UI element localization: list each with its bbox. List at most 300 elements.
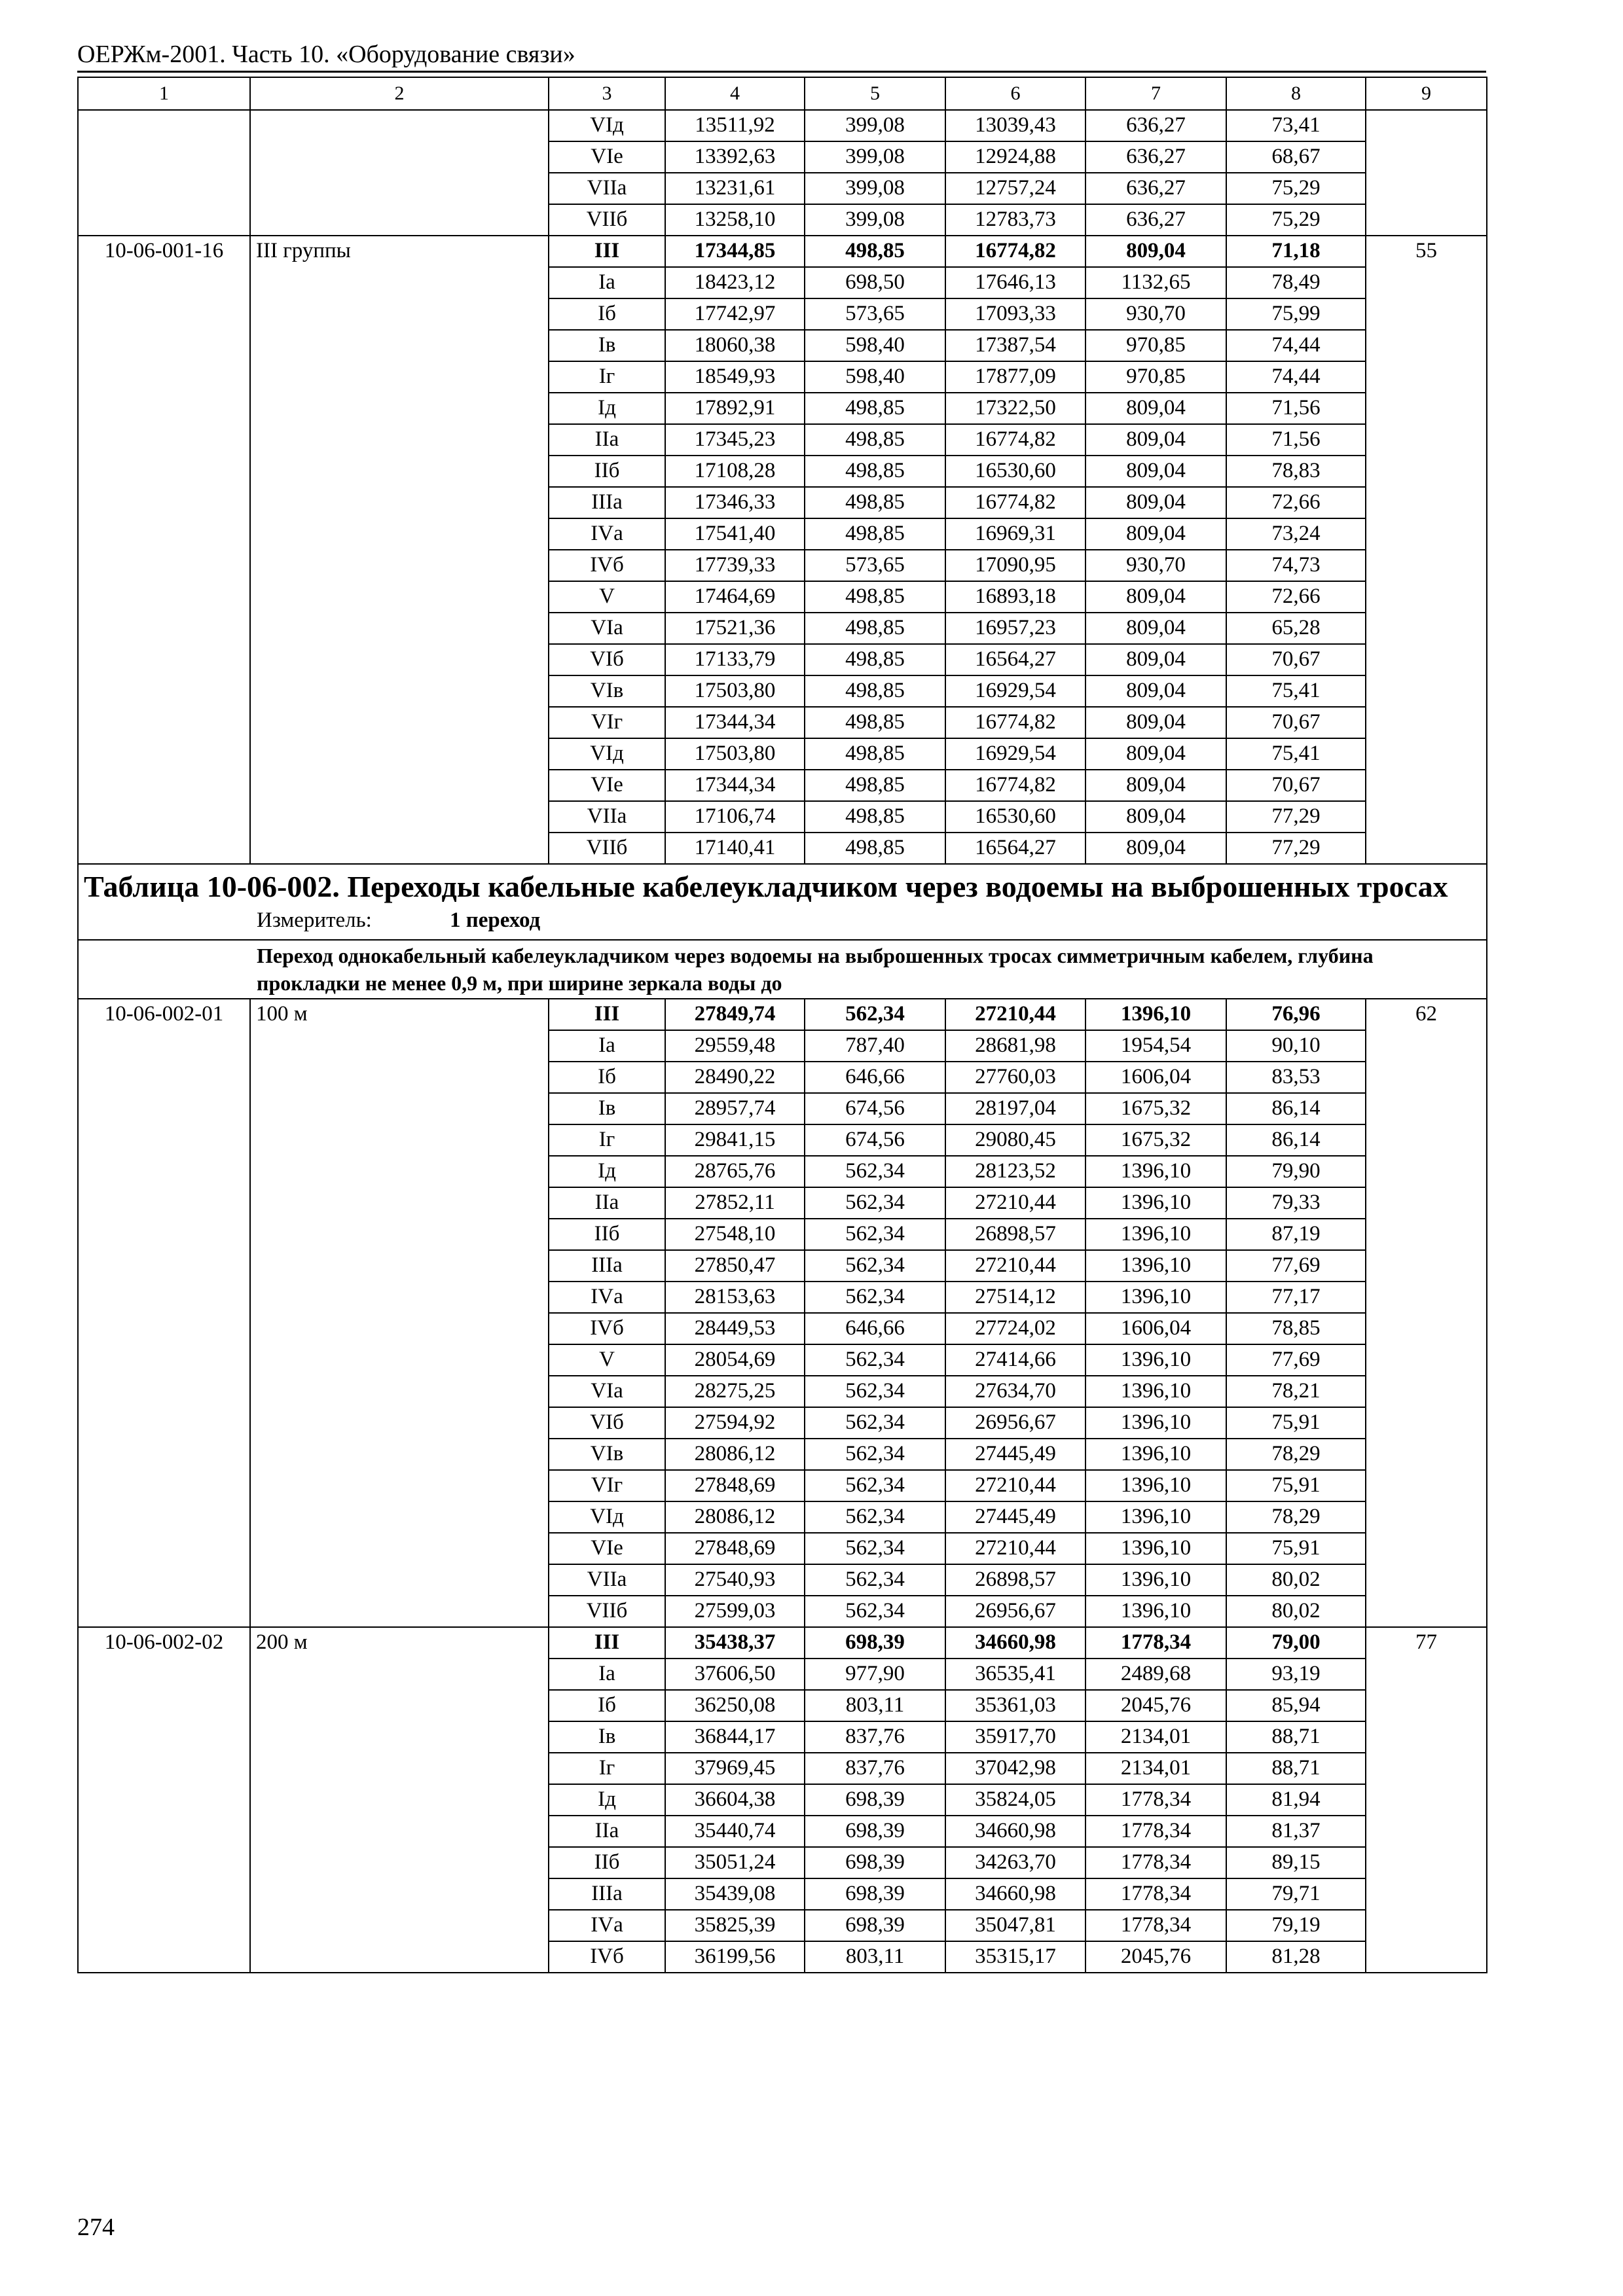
operator-wage: 1396,10: [1085, 1407, 1226, 1439]
total-cost: 17892,91: [665, 393, 805, 424]
column-number: 7: [1085, 77, 1226, 110]
labor-hours: 75,91: [1226, 1533, 1366, 1564]
labor-cost: 498,85: [805, 833, 945, 864]
machine-cost: 27210,44: [945, 999, 1085, 1030]
operator-wage: 1396,10: [1085, 1282, 1226, 1313]
labor-hours: 83,53: [1226, 1062, 1366, 1093]
machine-cost: 27724,02: [945, 1313, 1085, 1344]
machine-cost: 16774,82: [945, 424, 1085, 456]
column-number: 1: [78, 77, 250, 110]
labor-cost: 562,34: [805, 1219, 945, 1250]
machine-cost: 27414,66: [945, 1344, 1085, 1376]
rate-code: 10-06-001-16: [78, 236, 250, 864]
machine-cost: 16530,60: [945, 801, 1085, 833]
operator-wage: 1778,34: [1085, 1878, 1226, 1910]
machine-cost: 17387,54: [945, 330, 1085, 361]
labor-hours: 71,18: [1226, 236, 1366, 267]
operator-wage: 1396,10: [1085, 999, 1226, 1030]
total-cost: 27594,92: [665, 1407, 805, 1439]
operator-wage: 809,04: [1085, 581, 1226, 613]
labor-hours: 78,29: [1226, 1501, 1366, 1533]
total-cost: 17345,23: [665, 424, 805, 456]
labor-hours: 80,02: [1226, 1564, 1366, 1596]
machine-cost: 16893,18: [945, 581, 1085, 613]
total-cost: 35438,37: [665, 1627, 805, 1659]
machine-cost: 36535,41: [945, 1659, 1085, 1690]
labor-cost: 573,65: [805, 298, 945, 330]
total-cost: 27599,03: [665, 1596, 805, 1627]
total-cost: 17503,80: [665, 738, 805, 770]
total-cost: 17344,34: [665, 707, 805, 738]
total-cost: 17541,40: [665, 518, 805, 550]
total-cost: 37969,45: [665, 1753, 805, 1784]
labor-hours: 76,96: [1226, 999, 1366, 1030]
zone-code: Iа: [549, 1030, 665, 1062]
zone-code: Iв: [549, 1093, 665, 1124]
zone-code: Iа: [549, 267, 665, 298]
machine-cost: 16564,27: [945, 833, 1085, 864]
total-cost: 35051,24: [665, 1847, 805, 1878]
total-cost: 13258,10: [665, 204, 805, 236]
operator-wage: 809,04: [1085, 393, 1226, 424]
labor-cost: 498,85: [805, 456, 945, 487]
machine-cost: 17093,33: [945, 298, 1085, 330]
labor-hours: 81,37: [1226, 1816, 1366, 1847]
labor-hours: 77,69: [1226, 1250, 1366, 1282]
labor-cost: 698,39: [805, 1910, 945, 1941]
machine-cost: 17646,13: [945, 267, 1085, 298]
machine-cost: 27445,49: [945, 1501, 1085, 1533]
total-cost: 36250,08: [665, 1690, 805, 1721]
total-cost: 36844,17: [665, 1721, 805, 1753]
labor-cost: 674,56: [805, 1093, 945, 1124]
section-description: Переход однокабельный кабелеукладчиком через водоемы на выброшенных тросах симметричным кабелем, глубина прокладки не менее 0,9 м, при ширине зеркала воды до: [78, 940, 1487, 999]
zone-code: VIб: [549, 1407, 665, 1439]
machine-cost: 35361,03: [945, 1690, 1085, 1721]
operator-wage: 1396,10: [1085, 1219, 1226, 1250]
total-cost: 18549,93: [665, 361, 805, 393]
machine-cost: 27760,03: [945, 1062, 1085, 1093]
operator-wage: 809,04: [1085, 738, 1226, 770]
labor-hours: 78,49: [1226, 267, 1366, 298]
operator-wage: 970,85: [1085, 361, 1226, 393]
labor-cost: 399,08: [805, 110, 945, 141]
machine-cost: 34660,98: [945, 1627, 1085, 1659]
machine-cost: 13039,43: [945, 110, 1085, 141]
zone-code: V: [549, 581, 665, 613]
labor-cost: 562,34: [805, 1282, 945, 1313]
zone-code: Iб: [549, 1062, 665, 1093]
machine-cost: 28681,98: [945, 1030, 1085, 1062]
zone-code: IVа: [549, 1910, 665, 1941]
labor-cost: 498,85: [805, 613, 945, 644]
operator-wage: 1396,10: [1085, 1596, 1226, 1627]
operator-wage: 2045,76: [1085, 1690, 1226, 1721]
zone-code: IVб: [549, 550, 665, 581]
zone-code: Iб: [549, 1690, 665, 1721]
zone-code: IIб: [549, 456, 665, 487]
machine-cost: 27514,12: [945, 1282, 1085, 1313]
machine-cost: 16774,82: [945, 770, 1085, 801]
labor-hours: 89,15: [1226, 1847, 1366, 1878]
labor-hours: 75,99: [1226, 298, 1366, 330]
machine-cost: 35047,81: [945, 1910, 1085, 1941]
operator-wage: 1778,34: [1085, 1910, 1226, 1941]
operator-wage: 1396,10: [1085, 1376, 1226, 1407]
machine-cost: 16969,31: [945, 518, 1085, 550]
operator-wage: 930,70: [1085, 298, 1226, 330]
operator-wage: 636,27: [1085, 141, 1226, 173]
labor-cost: 498,85: [805, 770, 945, 801]
total-cost: 27540,93: [665, 1564, 805, 1596]
total-cost: 27852,11: [665, 1187, 805, 1219]
zone-code: IIа: [549, 424, 665, 456]
zone-code: VIе: [549, 770, 665, 801]
operator-wage: 1396,10: [1085, 1564, 1226, 1596]
operator-wage: 809,04: [1085, 770, 1226, 801]
zone-code: III: [549, 236, 665, 267]
total-cost: 13392,63: [665, 141, 805, 173]
labor-cost: 562,34: [805, 1564, 945, 1596]
labor-cost: 674,56: [805, 1124, 945, 1156]
zone-code: VIв: [549, 675, 665, 707]
page-number: 274: [77, 2214, 115, 2241]
table-row: [78, 236, 1487, 267]
rate-name: 100 м: [250, 999, 549, 1627]
labor-cost: 498,85: [805, 236, 945, 267]
labor-cost: 698,39: [805, 1627, 945, 1659]
total-cost: 28054,69: [665, 1344, 805, 1376]
zone-code: Iг: [549, 1753, 665, 1784]
operator-wage: 2045,76: [1085, 1941, 1226, 1973]
zone-code: IVб: [549, 1313, 665, 1344]
operator-wage: 1396,10: [1085, 1344, 1226, 1376]
labor-cost: 399,08: [805, 173, 945, 204]
labor-cost: 562,34: [805, 1596, 945, 1627]
labor-hours: 90,10: [1226, 1030, 1366, 1062]
operator-wage: 809,04: [1085, 833, 1226, 864]
zone-code: VIд: [549, 1501, 665, 1533]
labor-hours: 81,28: [1226, 1941, 1366, 1973]
labor-cost: 562,34: [805, 1187, 945, 1219]
zone-code: VIе: [549, 141, 665, 173]
labor-cost: 598,40: [805, 330, 945, 361]
zone-code: IIб: [549, 1219, 665, 1250]
total-cost: 28153,63: [665, 1282, 805, 1313]
labor-hours: 68,67: [1226, 141, 1366, 173]
total-cost: 13231,61: [665, 173, 805, 204]
total-cost: 17344,34: [665, 770, 805, 801]
zone-code: Iг: [549, 1124, 665, 1156]
zone-code: VIе: [549, 1533, 665, 1564]
operator-wage: 809,04: [1085, 613, 1226, 644]
labor-hours: 74,44: [1226, 361, 1366, 393]
zone-code: Iд: [549, 393, 665, 424]
machine-cost: 28123,52: [945, 1156, 1085, 1187]
labor-hours: 79,90: [1226, 1156, 1366, 1187]
labor-hours: 73,24: [1226, 518, 1366, 550]
labor-cost: 787,40: [805, 1030, 945, 1062]
labor-cost: 498,85: [805, 801, 945, 833]
labor-hours: 70,67: [1226, 770, 1366, 801]
total-cost: 17521,36: [665, 613, 805, 644]
operator-wage: 1954,54: [1085, 1030, 1226, 1062]
total-cost: 17106,74: [665, 801, 805, 833]
labor-cost: 698,39: [805, 1847, 945, 1878]
total-cost: 27850,47: [665, 1250, 805, 1282]
measure-label: Измеритель:: [257, 908, 372, 932]
machine-cost: 37042,98: [945, 1753, 1085, 1784]
operator-wage: 2134,01: [1085, 1753, 1226, 1784]
operator-wage: 1778,34: [1085, 1816, 1226, 1847]
machine-cost: 28197,04: [945, 1093, 1085, 1124]
operator-wage: 809,04: [1085, 236, 1226, 267]
zone-code: Iг: [549, 361, 665, 393]
total-cost: 18060,38: [665, 330, 805, 361]
labor-cost: 498,85: [805, 424, 945, 456]
labor-cost: 698,39: [805, 1878, 945, 1910]
labor-hours: 79,33: [1226, 1187, 1366, 1219]
labor-cost: 562,34: [805, 1250, 945, 1282]
zone-code: VIа: [549, 613, 665, 644]
rate-code: 10-06-002-01: [78, 999, 250, 1627]
labor-hours: 72,66: [1226, 581, 1366, 613]
operator-wage: 1396,10: [1085, 1439, 1226, 1470]
labor-hours: 86,14: [1226, 1093, 1366, 1124]
labor-hours: 74,44: [1226, 330, 1366, 361]
column-number: 5: [805, 77, 945, 110]
operator-wage: 1396,10: [1085, 1156, 1226, 1187]
measure-value: 1 переход: [450, 908, 541, 932]
zone-code: VIIб: [549, 204, 665, 236]
zone-code: III: [549, 1627, 665, 1659]
zone-code: VIIа: [549, 173, 665, 204]
labor-cost: 498,85: [805, 644, 945, 675]
machine-cost: 12783,73: [945, 204, 1085, 236]
machine-cost: 26956,67: [945, 1596, 1085, 1627]
operator-wage: 1778,34: [1085, 1847, 1226, 1878]
operator-wage: 1778,34: [1085, 1784, 1226, 1816]
table-row: [78, 1627, 1487, 1659]
labor-cost: 646,66: [805, 1062, 945, 1093]
zone-code: IIб: [549, 1847, 665, 1878]
total-cost: 13511,92: [665, 110, 805, 141]
labor-hours: 75,41: [1226, 738, 1366, 770]
total-cost: 35440,74: [665, 1816, 805, 1847]
rate-code: 10-06-002-02: [78, 1627, 250, 1973]
operator-wage: 809,04: [1085, 644, 1226, 675]
labor-cost: 498,85: [805, 581, 945, 613]
total-cost: 29841,15: [665, 1124, 805, 1156]
labor-cost: 837,76: [805, 1753, 945, 1784]
machine-cost: 34660,98: [945, 1878, 1085, 1910]
labor-hours: 78,21: [1226, 1376, 1366, 1407]
labor-cost: 562,34: [805, 1156, 945, 1187]
labor-hours: 75,91: [1226, 1407, 1366, 1439]
labor-cost: 562,34: [805, 999, 945, 1030]
operator-wage: 1606,04: [1085, 1062, 1226, 1093]
operator-wage: 1396,10: [1085, 1187, 1226, 1219]
labor-hours: 78,29: [1226, 1439, 1366, 1470]
total-cost: 36199,56: [665, 1941, 805, 1973]
page-header: ОЕРЖм-2001. Часть 10. «Оборудование связи»: [77, 41, 575, 68]
machine-cost: 16957,23: [945, 613, 1085, 644]
labor-hours: 75,91: [1226, 1470, 1366, 1501]
total-cost: 28490,22: [665, 1062, 805, 1093]
labor-hours: 79,19: [1226, 1910, 1366, 1941]
labor-cost: 498,85: [805, 738, 945, 770]
zone-code: IIIа: [549, 1878, 665, 1910]
zone-code: IIа: [549, 1816, 665, 1847]
machine-cost: 17090,95: [945, 550, 1085, 581]
labor-hours: 70,67: [1226, 644, 1366, 675]
rate-count: [1366, 110, 1487, 236]
labor-cost: 698,39: [805, 1816, 945, 1847]
operator-wage: 970,85: [1085, 330, 1226, 361]
zone-code: VIIб: [549, 833, 665, 864]
rate-count: 77: [1366, 1627, 1487, 1973]
machine-cost: 16774,82: [945, 236, 1085, 267]
total-cost: 17108,28: [665, 456, 805, 487]
zone-code: VIIа: [549, 801, 665, 833]
labor-hours: 74,73: [1226, 550, 1366, 581]
labor-hours: 86,14: [1226, 1124, 1366, 1156]
zone-code: VIг: [549, 707, 665, 738]
operator-wage: 636,27: [1085, 204, 1226, 236]
operator-wage: 2489,68: [1085, 1659, 1226, 1690]
machine-cost: 26898,57: [945, 1564, 1085, 1596]
labor-hours: 93,19: [1226, 1659, 1366, 1690]
labor-cost: 498,85: [805, 487, 945, 518]
zone-code: VIIб: [549, 1596, 665, 1627]
labor-cost: 977,90: [805, 1659, 945, 1690]
machine-cost: 27210,44: [945, 1533, 1085, 1564]
labor-cost: 498,85: [805, 707, 945, 738]
zone-code: III: [549, 999, 665, 1030]
total-cost: 17742,97: [665, 298, 805, 330]
zone-code: IIа: [549, 1187, 665, 1219]
column-number: 4: [665, 77, 805, 110]
zone-code: VIа: [549, 1376, 665, 1407]
total-cost: 36604,38: [665, 1784, 805, 1816]
total-cost: 35825,39: [665, 1910, 805, 1941]
machine-cost: 12757,24: [945, 173, 1085, 204]
total-cost: 18423,12: [665, 267, 805, 298]
table-row: [78, 110, 1487, 141]
rate-name: [250, 110, 549, 236]
labor-cost: 498,85: [805, 518, 945, 550]
labor-hours: 70,67: [1226, 707, 1366, 738]
labor-hours: 77,29: [1226, 833, 1366, 864]
zone-code: Iв: [549, 330, 665, 361]
machine-cost: 16929,54: [945, 675, 1085, 707]
measure-line: [84, 905, 1481, 935]
operator-wage: 809,04: [1085, 707, 1226, 738]
labor-cost: 562,34: [805, 1501, 945, 1533]
table-section-cell: [78, 864, 1487, 940]
machine-cost: 17877,09: [945, 361, 1085, 393]
column-number: 2: [250, 77, 549, 110]
labor-hours: 71,56: [1226, 424, 1366, 456]
labor-cost: 562,34: [805, 1407, 945, 1439]
operator-wage: 1396,10: [1085, 1501, 1226, 1533]
labor-cost: 399,08: [805, 204, 945, 236]
labor-cost: 803,11: [805, 1690, 945, 1721]
machine-cost: 16929,54: [945, 738, 1085, 770]
labor-hours: 72,66: [1226, 487, 1366, 518]
rate-count: 62: [1366, 999, 1487, 1627]
machine-cost: 29080,45: [945, 1124, 1085, 1156]
labor-hours: 78,83: [1226, 456, 1366, 487]
machine-cost: 35824,05: [945, 1784, 1085, 1816]
operator-wage: 809,04: [1085, 456, 1226, 487]
total-cost: 35439,08: [665, 1878, 805, 1910]
labor-cost: 399,08: [805, 141, 945, 173]
labor-cost: 562,34: [805, 1344, 945, 1376]
total-cost: 28275,25: [665, 1376, 805, 1407]
machine-cost: 27210,44: [945, 1250, 1085, 1282]
zone-code: VIд: [549, 738, 665, 770]
zone-code: VIIа: [549, 1564, 665, 1596]
total-cost: 28957,74: [665, 1093, 805, 1124]
machine-cost: 27210,44: [945, 1187, 1085, 1219]
operator-wage: 809,04: [1085, 424, 1226, 456]
total-cost: 17503,80: [665, 675, 805, 707]
operator-wage: 1675,32: [1085, 1124, 1226, 1156]
machine-cost: 16774,82: [945, 707, 1085, 738]
operator-wage: 1675,32: [1085, 1093, 1226, 1124]
operator-wage: 2134,01: [1085, 1721, 1226, 1753]
labor-cost: 562,34: [805, 1439, 945, 1470]
operator-wage: 636,27: [1085, 110, 1226, 141]
machine-cost: 34263,70: [945, 1847, 1085, 1878]
total-cost: 28765,76: [665, 1156, 805, 1187]
labor-cost: 562,34: [805, 1533, 945, 1564]
rate-name: 200 м: [250, 1627, 549, 1973]
zone-code: IVб: [549, 1941, 665, 1973]
labor-cost: 562,34: [805, 1376, 945, 1407]
total-cost: 27849,74: [665, 999, 805, 1030]
column-number: 9: [1366, 77, 1487, 110]
operator-wage: 1778,34: [1085, 1627, 1226, 1659]
zone-code: Iд: [549, 1784, 665, 1816]
total-cost: 17344,85: [665, 236, 805, 267]
machine-cost: 27210,44: [945, 1470, 1085, 1501]
total-cost: 27848,69: [665, 1533, 805, 1564]
operator-wage: 809,04: [1085, 675, 1226, 707]
labor-hours: 79,71: [1226, 1878, 1366, 1910]
zone-code: IIIа: [549, 487, 665, 518]
operator-wage: 1396,10: [1085, 1250, 1226, 1282]
machine-cost: 26956,67: [945, 1407, 1085, 1439]
column-number: 8: [1226, 77, 1366, 110]
total-cost: 37606,50: [665, 1659, 805, 1690]
machine-cost: 16774,82: [945, 487, 1085, 518]
machine-cost: 17322,50: [945, 393, 1085, 424]
labor-hours: 85,94: [1226, 1690, 1366, 1721]
zone-code: Iд: [549, 1156, 665, 1187]
labor-hours: 75,29: [1226, 204, 1366, 236]
zone-code: VIв: [549, 1439, 665, 1470]
machine-cost: 27445,49: [945, 1439, 1085, 1470]
labor-hours: 79,00: [1226, 1627, 1366, 1659]
total-cost: 28449,53: [665, 1313, 805, 1344]
labor-hours: 88,71: [1226, 1753, 1366, 1784]
labor-hours: 73,41: [1226, 110, 1366, 141]
labor-hours: 75,41: [1226, 675, 1366, 707]
operator-wage: 1132,65: [1085, 267, 1226, 298]
rate-code: [78, 110, 250, 236]
